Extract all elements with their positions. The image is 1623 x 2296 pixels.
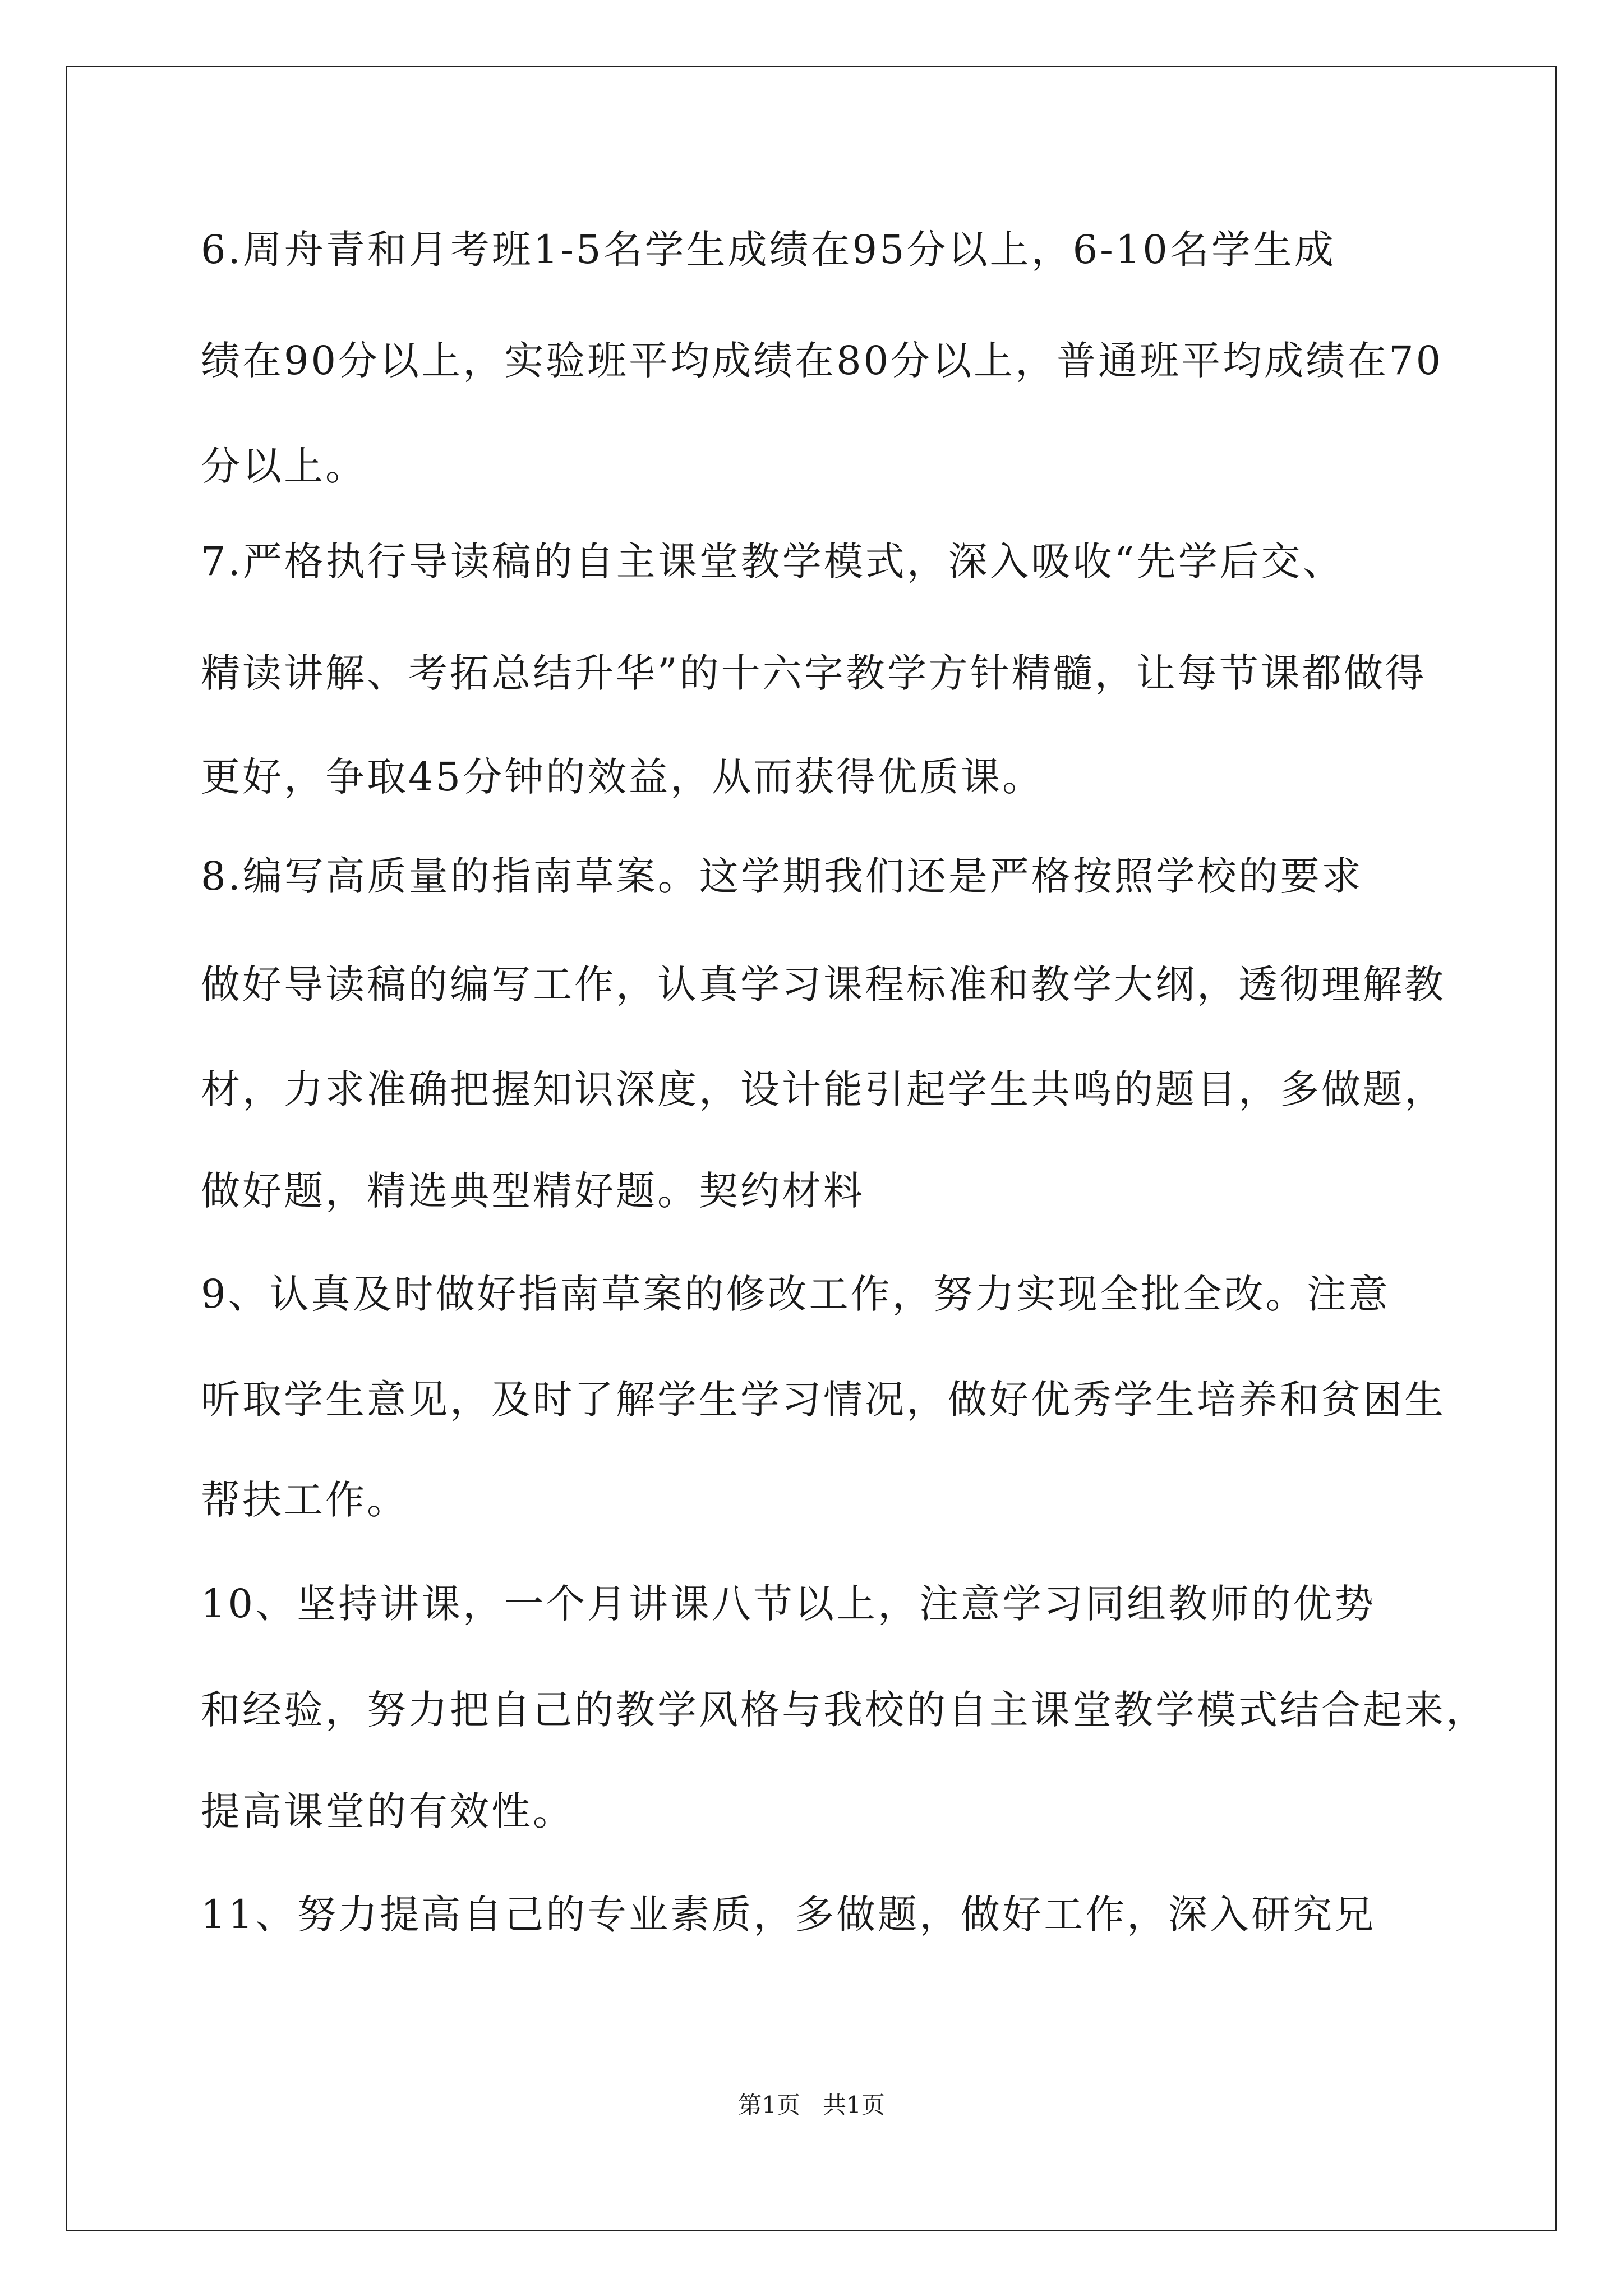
text-line: 7.严格执行导读稿的自主课堂教学模式，深入吸收“先学后交、 [201,539,1344,585]
text-line: 帮扶工作。 [201,1477,408,1523]
text-line: 10、坚持讲课，一个月讲课八节以上，注意学习同组教师的优势 [201,1581,1376,1627]
text-line: 精读讲解、考拓总结升华”的十六字教学方针精髓，让每节课都做得 [201,650,1427,696]
page-footer: 第1页 共1页 [738,2091,885,2119]
text-line: 材，力求准确把握知识深度，设计能引起学生共鸣的题目，多做题， [201,1066,1446,1112]
text-line: 提高课堂的有效性。 [201,1788,574,1834]
text-line: 绩在90分以上，实验班平均成绩在80分以上，普通班平均成绩在70 [201,338,1444,384]
text-line: 9、认真及时做好指南草案的修改工作，努力实现全批全改。注意 [201,1271,1390,1317]
text-line: 更好，争取45分钟的效益，从而获得优质课。 [201,754,1044,800]
text-line: 6.周舟青和月考班1-5名学生成绩在95分以上，6-10名学生成 [201,227,1336,273]
text-line: 8.编写高质量的指南草案。这学期我们还是严格按照学校的要求 [201,853,1363,899]
text-line: 和经验，努力把自己的教学风格与我校的自主课堂教学模式结合起来， [201,1687,1487,1733]
text-line: 分以上。 [201,443,367,489]
text-line: 做好题，精选典型精好题。契约材料 [201,1168,865,1214]
text-line: 做好导读稿的编写工作，认真学习课程标准和教学大纲，透彻理解教 [201,961,1446,1007]
text-line: 11、努力提高自己的专业素质，多做题，做好工作，深入研究兄 [201,1892,1376,1938]
text-line: 听取学生意见，及时了解学生学习情况，做好优秀学生培养和贫困生 [201,1377,1446,1423]
